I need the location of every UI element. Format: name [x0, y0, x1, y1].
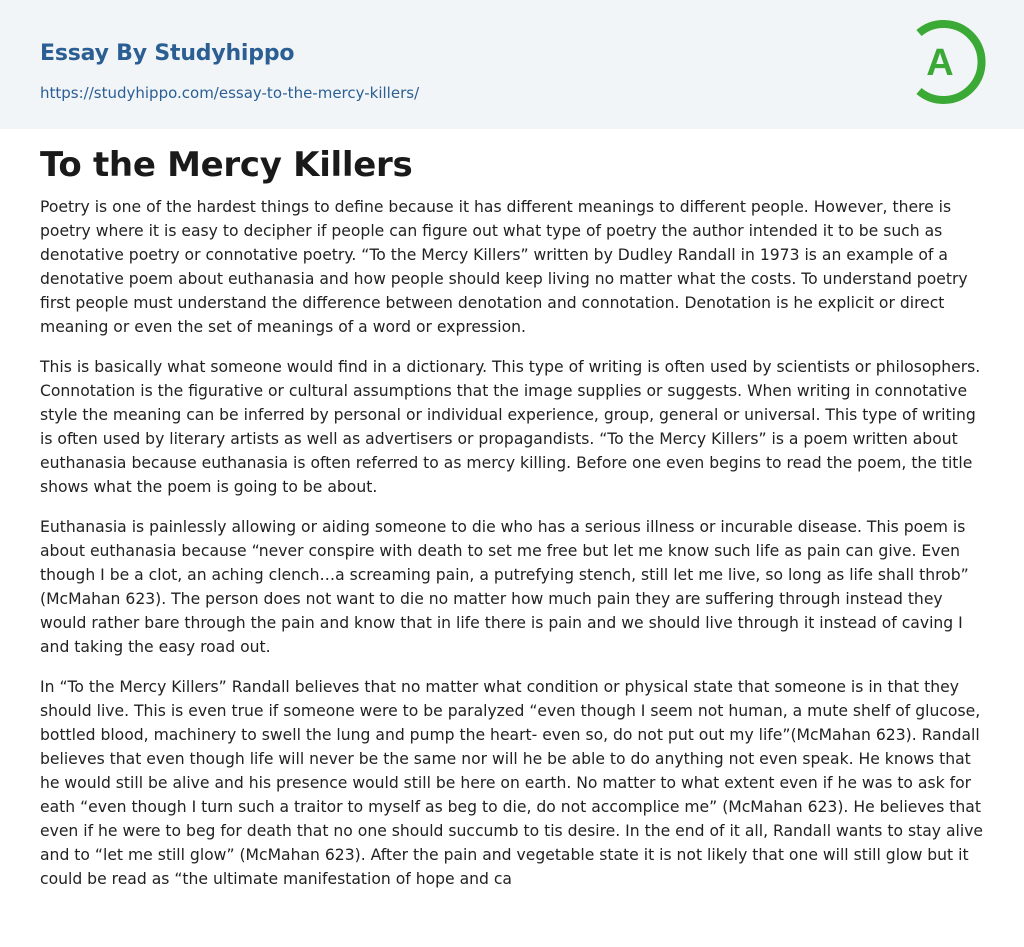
essay-title: To the Mercy Killers: [40, 145, 413, 185]
essay-paragraph: This is basically what someone would find in a dictionary. This type of writing is often used by scientists or philosophers. Connotation is the figurative or cultural assumptions that the image supplies or suggests. When writing in connotative style the meaning can be inferred by personal or individual experience, group, general or universal. This type of writing is often used by literary artists as well as advertisers or propagandists. “To the Mercy Killers” is a poem written about euthanasia because euthanasia is often referred to as mercy killing. Before one even begins to read the poem, the title shows what the poem is going to be about.: [40, 358, 981, 496]
studyhippo-logo-icon[interactable]: [905, 17, 991, 107]
essay-body: [40, 195, 984, 907]
essay-paragraph: In “To the Mercy Killers” Randall believes that no matter what condition or physical state that someone is in that they should live. This is even true if someone were to be paralyzed “even though I seem not human, a mute shelf of glucose, bottled blood, machinery to swell the lung and pump the heart- even so, do not put out my life”(McMahan 623). Randall believes that even though life will never be the same nor will he be able to do anything not even speak. He knows that he would still be alive and his presence would still be here on earth. No matter to what extent even if he was to ask for eath “even though I turn such a traitor to myself as beg to die, do not accomplice me” (McMahan 623). He believes that even if he were to beg for death that no one should succumb to tis desire. In the end of it all, Randall wants to stay alive and to “let me still glow” (McMahan 623). After the pain and vegetable state it is not likely that one will still glow but it could be read as “the ultimate manifestation of hope and ca: [40, 678, 984, 888]
brand-title[interactable]: Essay By Studyhippo: [40, 41, 295, 66]
essay-paragraph: Poetry is one of the hardest things to define because it has different meanings to different people. However, there is poetry where it is easy to decipher if people can figure out what type of poetry the author intended it to be such as denotative poetry or connotative poetry. “To the Mercy Killers” written by Dudley Randall in 1973 is an example of a denotative poem about euthanasia and how people should keep living no matter what the costs. To understand poetry first people must understand the difference between denotation and connotation. Denotation is he explicit or direct meaning or even the set of meanings of a word or expression.: [40, 198, 968, 336]
logo-letter: A: [926, 42, 954, 84]
essay-url-link[interactable]: https://studyhippo.com/essay-to-the-mercy-killers/: [40, 84, 420, 102]
essay-paragraph: Euthanasia is painlessly allowing or aiding someone to die who has a serious illness or incurable disease. This poem is about euthanasia because “never conspire with death to set me free but let me know such life as pain can give. Even though I be a clot, an aching clench…a screaming pain, a putrefying stench, still let me live, so long as life shall throb” (McMahan 623). The person does not want to die no matter how much pain they are suffering through instead they would rather bare through the pain and know that in life there is pain and we should live through it instead of caving I and taking the easy road out.: [40, 518, 969, 656]
site-header: [0, 0, 1024, 129]
